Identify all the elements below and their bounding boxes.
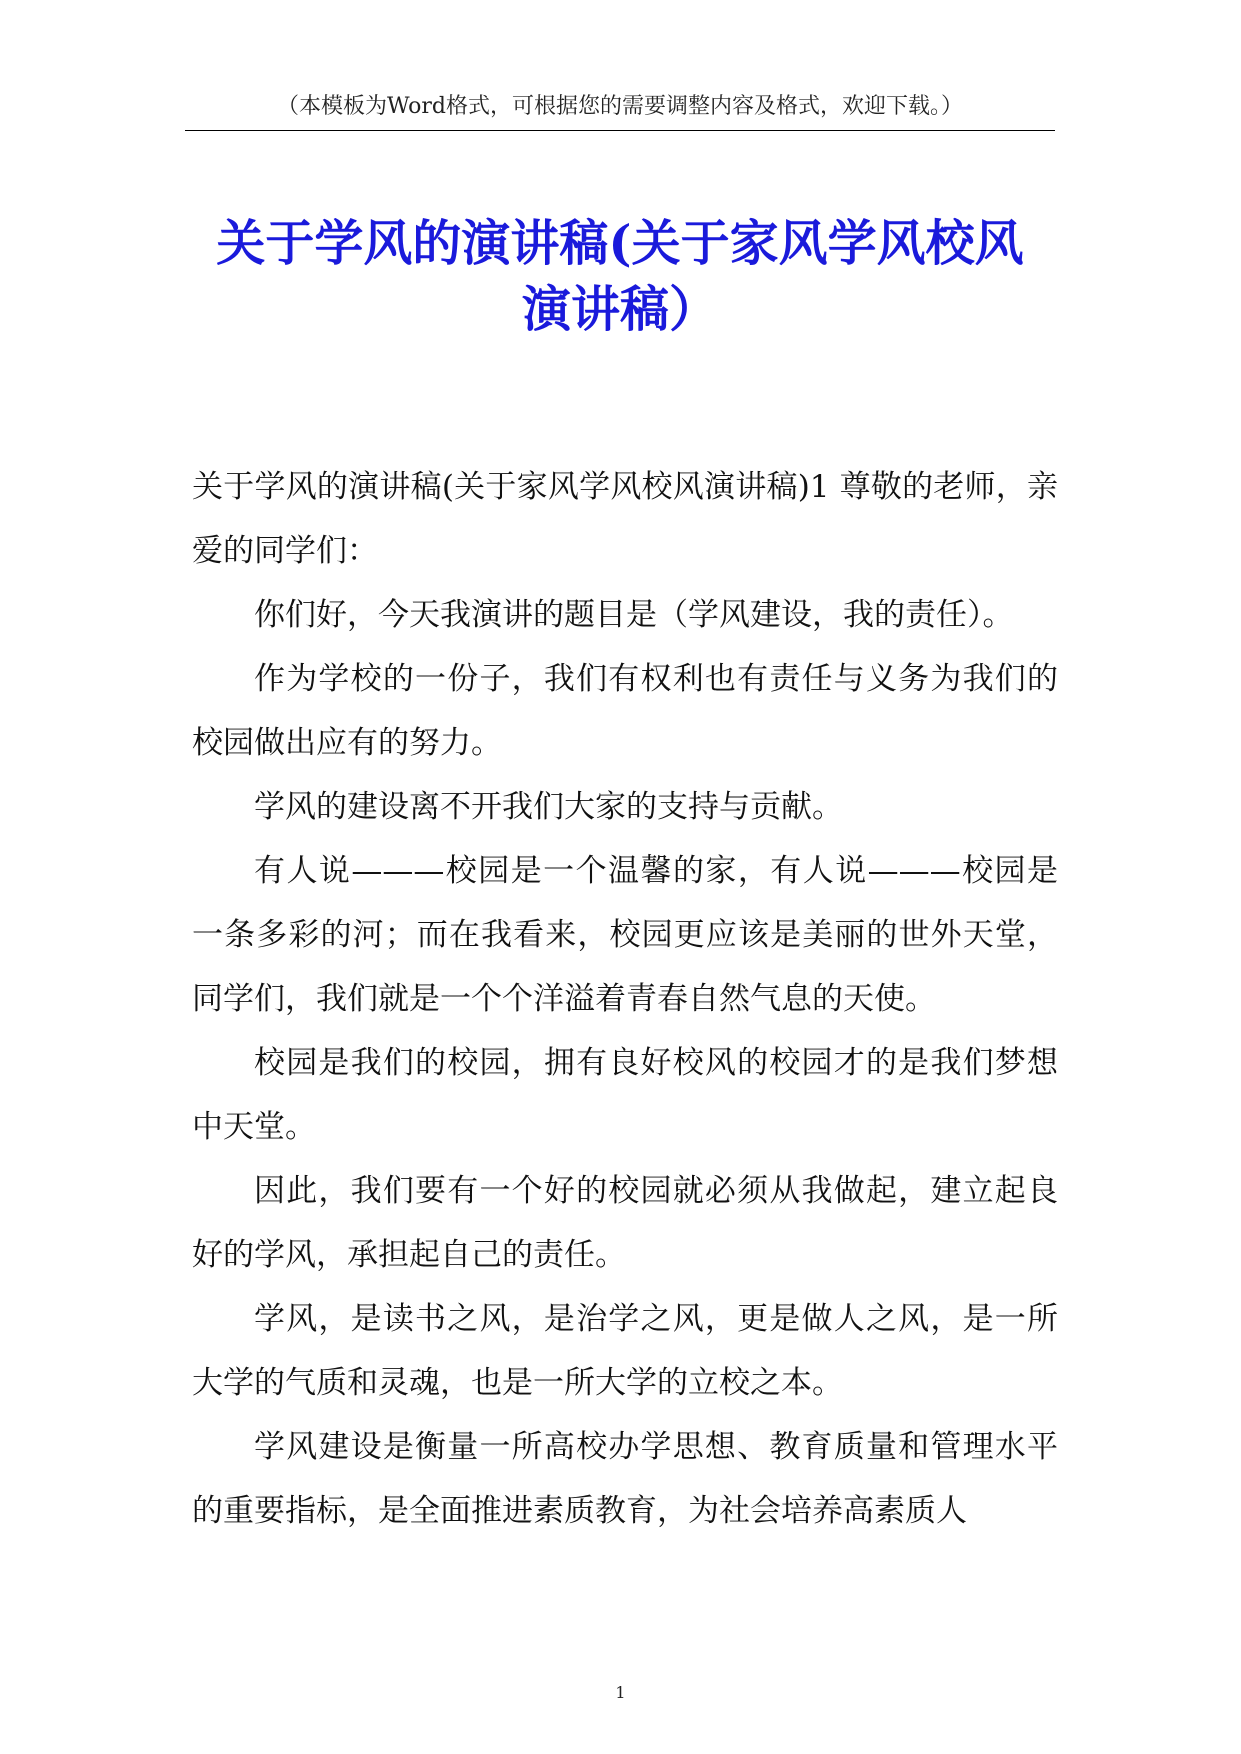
body-paragraph-7: 因此，我们要有一个好的校园就必须从我做起，建立起良好的学风，承担起自己的责任。 bbox=[192, 1173, 1058, 1273]
title-line-1: 关于学风的演讲稿(关于家风学风校风 bbox=[216, 214, 1024, 272]
body-paragraph-3: 作为学校的一份子，我们有权利也有责任与义务为我们的校园做出应有的努力。 bbox=[192, 661, 1058, 761]
document-title bbox=[170, 210, 1070, 342]
body-paragraph-8: 学风，是读书之风，是治学之风，更是做人之风，是一所大学的气质和灵魂，也是一所大学的立校之本。 bbox=[192, 1301, 1058, 1401]
title-line-2: 演讲稿） bbox=[521, 280, 718, 338]
header-divider bbox=[185, 130, 1055, 131]
body-paragraph-5: 有人说———校园是一个温馨的家，有人说———校园是一条多彩的河；而在我看来，校园更应该是美丽的世外天堂，同学们，我们就是一个个洋溢着青春自然气息的天使。 bbox=[192, 853, 1058, 1017]
body-paragraph-4: 学风的建设离不开我们大家的支持与贡献。 bbox=[254, 789, 843, 825]
header-note: （本模板为Word格式，可根据您的需要调整内容及格式，欢迎下载。） bbox=[277, 94, 963, 119]
body-paragraph-2: 你们好，今天我演讲的题目是（学风建设，我的责任）。 bbox=[254, 597, 1014, 633]
body-paragraph-6: 校园是我们的校园，拥有良好校风的校园才的是我们梦想中天堂。 bbox=[192, 1045, 1058, 1145]
body-paragraph-1: 关于学风的演讲稿(关于家风学风校风演讲稿)1 尊敬的老师，亲爱的同学们： bbox=[192, 469, 1058, 569]
document-body bbox=[192, 455, 1058, 1543]
body-paragraph-9: 学风建设是衡量一所高校办学思想、教育质量和管理水平的重要指标，是全面推进素质教育，为社会培养高素质人 bbox=[192, 1429, 1058, 1529]
page-number: 1 bbox=[615, 1683, 626, 1702]
